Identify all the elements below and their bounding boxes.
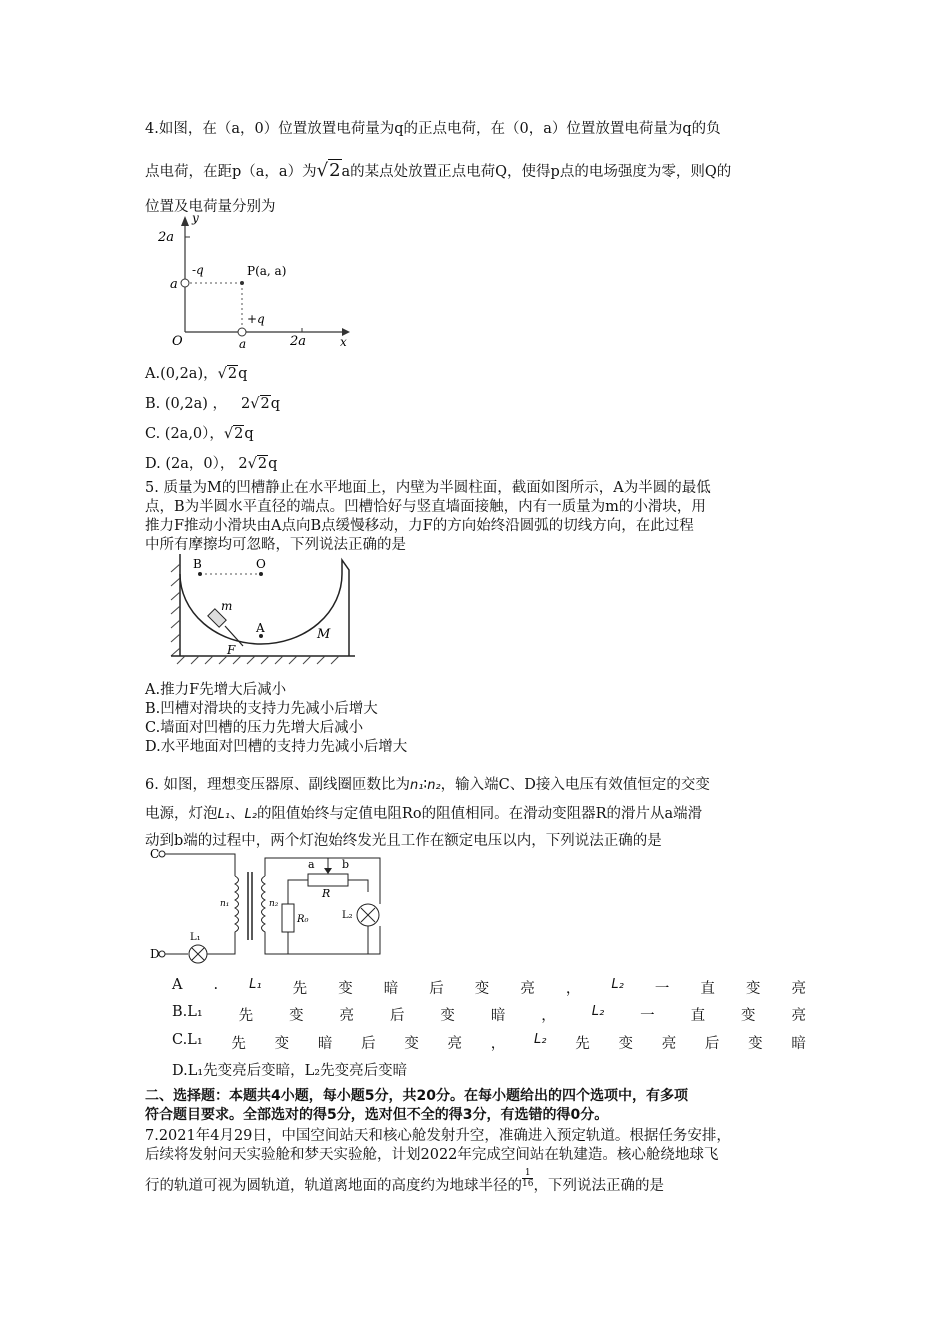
x-2a-label: 2a bbox=[290, 334, 307, 349]
q4-stem-line2: 点电荷，在距p（a，a）为√2a的某点处放置正点电荷Q，使得p点的电场强度为零，则Q的 bbox=[145, 160, 732, 181]
label-b: B bbox=[193, 557, 202, 571]
q5-option-c: C.墙面对凹槽的压力先增大后减小 bbox=[145, 720, 364, 736]
positive-charge-marker bbox=[238, 328, 246, 336]
q5-figure bbox=[165, 550, 365, 668]
q4-stem-line3: 位置及电荷量分别为 bbox=[145, 199, 276, 215]
q5-option-b: B.凹槽对滑块的支持力先减小后增大 bbox=[145, 701, 378, 717]
q7-stem-line2: 后续将发射问天实验舱和梦天实验舱，计划2022年完成空间站在轨建造。核心舱绕地球飞 bbox=[145, 1147, 719, 1163]
point-p-marker bbox=[240, 281, 244, 285]
q6-stem-line2: 电源，灯泡L₁、L₂的阻值始终与定值电阻Ro的阻值相同。在滑动变阻器R的滑片从a端滑 bbox=[145, 806, 703, 822]
label-l1: L₁ bbox=[190, 932, 201, 943]
sqrt-symbol: √2 bbox=[223, 426, 244, 442]
section2-heading-line2: 符合题目要求。全部选对的得5分，选对但不全的得3分，有选错的得0分。 bbox=[145, 1107, 609, 1123]
primary-top-wire bbox=[165, 854, 235, 876]
q6-stem-line1: 6. 如图，理想变压器原、副线圈匝数比为n₁∶n₂，输入端C、D接入电压有效值恒定的交变 bbox=[145, 777, 710, 793]
label-m: m bbox=[221, 599, 233, 613]
y-axis-arrow bbox=[181, 216, 189, 226]
q5-stem-line1: 5. 质量为M的凹槽静止在水平地面上，内壁为半圆柱面，截面如图所示，A为半圆的最低 bbox=[145, 480, 711, 496]
q5-stem-line3: 推力F推动小滑块由A点向B点缓慢移动，力F的方向始终沿圆弧的切线方向，在此过程 bbox=[145, 518, 694, 534]
primary-coil bbox=[235, 876, 239, 936]
q5-option-a: A.推力F先增大后减小 bbox=[145, 682, 287, 698]
q7-stem-line1: 7.2021年4月29日，中国空间站天和核心舱发射升空，准确进入预定轨道。根据任务安排， bbox=[145, 1128, 731, 1144]
y-2a-label: 2a bbox=[158, 230, 175, 245]
ground-hatch bbox=[177, 656, 339, 664]
label-n2: n₂ bbox=[269, 899, 279, 909]
terminal-d bbox=[159, 951, 165, 957]
q6-option-a: A . L₁ 先 变 暗 后 变 亮 ， L₂ 一 直 变 亮 bbox=[172, 977, 806, 997]
label-r0: R₀ bbox=[297, 914, 309, 925]
q5-option-d: D.水平地面对凹槽的支持力先减小后增大 bbox=[145, 739, 408, 755]
label-f: F bbox=[227, 643, 236, 657]
q6-stem-line3: 动到b端的过程中，两个灯泡始终发光且工作在额定电压以内，下列说法正确的是 bbox=[145, 833, 662, 849]
q4-option-a: A.(0,2a)，√2q bbox=[145, 366, 248, 382]
label-l2: L₂ bbox=[342, 910, 353, 921]
q4-option-c: C. (2a,0），√2q bbox=[145, 426, 254, 442]
y-axis-label: y bbox=[192, 212, 199, 225]
label-a: A bbox=[256, 621, 265, 635]
primary-return-wire bbox=[207, 936, 235, 954]
point-p-label: P(a, a) bbox=[247, 264, 287, 278]
secondary-coil bbox=[262, 876, 266, 936]
q4-stem-line1: 4.如图，在（a，0）位置放置电荷量为q的正点电荷，在（0，a）位置放置电荷量为q的负 bbox=[145, 121, 721, 137]
q4-option-b: B. (0,2a) ， 2√2q bbox=[145, 396, 281, 412]
origin-label: O bbox=[172, 334, 183, 349]
wall-hatch bbox=[171, 564, 180, 656]
resistor-r0 bbox=[282, 904, 294, 932]
q6-option-d: D.L₁先变亮后变暗，L₂先变亮后变暗 bbox=[172, 1063, 408, 1079]
q6-option-c: C.L₁ 先 变 暗 后 变 亮 ， L₂ 先 变 亮 后 变 暗 bbox=[172, 1032, 806, 1052]
x-a-label: a bbox=[239, 337, 247, 350]
sqrt-symbol: √2 bbox=[250, 396, 270, 412]
label-o: O bbox=[256, 557, 266, 571]
sqrt-symbol: √2 bbox=[247, 456, 268, 472]
q6-figure bbox=[150, 846, 400, 970]
point-b-marker bbox=[198, 572, 202, 576]
y-a-label: a bbox=[170, 277, 178, 292]
q5-stem-line2: 点，B为半圆水平直径的端点。凹槽恰好与竖直墙面接触，内有一质量为m的小滑块，用 bbox=[145, 499, 706, 515]
x-axis-label: x bbox=[340, 335, 347, 349]
label-c: C bbox=[150, 847, 160, 861]
label-big-m: M bbox=[317, 627, 331, 642]
rheostat-r bbox=[308, 874, 348, 886]
point-o-marker bbox=[259, 572, 263, 576]
label-b: b bbox=[342, 858, 350, 871]
label-r: R bbox=[322, 887, 331, 900]
section2-heading-line1: 二、选择题：本题共4小题，每小题5分，共20分。在每小题给出的四个选项中，有多项 bbox=[145, 1088, 688, 1104]
negative-charge-marker bbox=[181, 279, 189, 287]
terminal-c bbox=[159, 851, 165, 857]
negative-charge-label: -q bbox=[192, 263, 204, 277]
q4-option-d: D. (2a，0）， 2√2q bbox=[145, 456, 278, 472]
rheostat-right-wire bbox=[348, 880, 368, 892]
positive-charge-label: +q bbox=[247, 312, 265, 326]
fraction: $\frac{1}{16}$ bbox=[522, 1167, 534, 1189]
q5-stem-line4: 中所有摩擦均可忽略，下列说法正确的是 bbox=[145, 537, 406, 553]
q7-stem-line3: 行的轨道可视为圆轨道，轨道离地面的高度约为地球半径的 $\frac{1}{16}$ ，下列说法正确的是 bbox=[145, 1167, 664, 1194]
label-a: a bbox=[308, 858, 315, 871]
label-n1: n₁ bbox=[220, 899, 230, 909]
label-d: D bbox=[150, 947, 160, 961]
q6-option-b: B.L₁ 先 变 亮 后 变 暗 ， L₂ 一 直 变 亮 bbox=[172, 1004, 806, 1024]
sqrt-symbol: √2 bbox=[316, 160, 341, 181]
sqrt-symbol: √2 bbox=[217, 366, 238, 382]
q4-figure bbox=[150, 212, 360, 350]
